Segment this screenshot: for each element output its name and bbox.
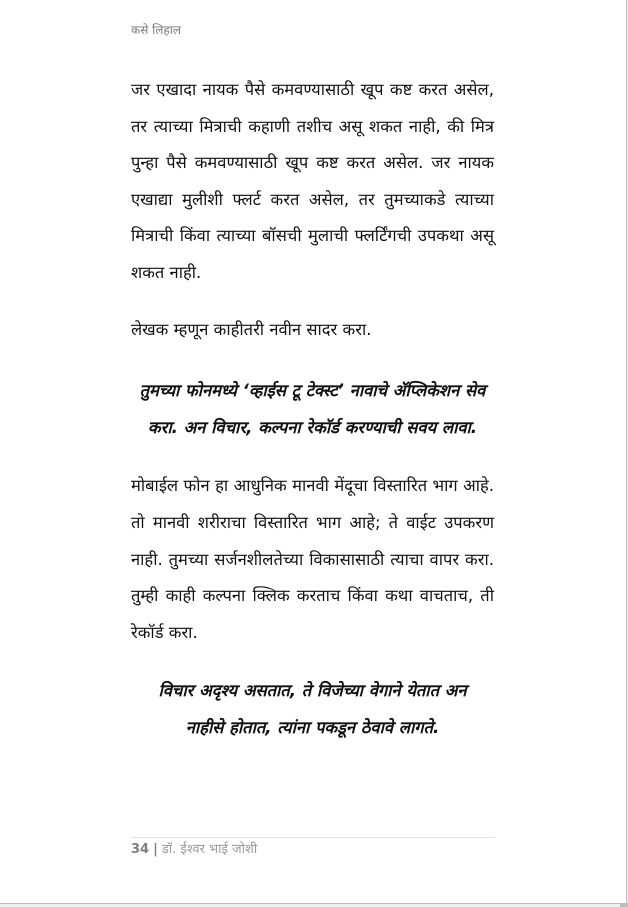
paragraph-new-idea: लेखक म्हणून काहीतरी नवीन सादर करा. <box>131 319 372 339</box>
running-header: कसे लिहाल <box>131 23 182 37</box>
page-content <box>131 72 494 769</box>
footer-separator: | <box>153 842 158 857</box>
footer-divider <box>131 837 495 838</box>
footer-author: डॉ. ईश्वर भाई जोशी <box>161 842 258 857</box>
page-shadow-corner <box>620 903 628 907</box>
page-footer <box>131 841 257 859</box>
paragraph-mobile-phone: मोबाईल फोन हा आधुनिक मानवी मेंदूचा विस्तारित भाग आहे. तो मानवी शरीराचा विस्तारित भाग आहे; ते वाईट उपकरण नाही. तुमच्या सर्जनशीलतेच्या विकासासाठी त्याचा वापर करा. तुम्ही काही कल्पना क्लिक करताच किंवा कथा वाचताच, ती रेकॉर्ड करा. <box>131 476 494 642</box>
highlight-quote-thoughts: विचार अदृश्य असतात, ते विजेच्या वेगाने येतात अन नाहीसे होतात, त्यांना पकडून ठेवावे लागते. <box>158 681 467 737</box>
page-number: 34 <box>131 842 150 857</box>
paragraph-hero-friend: जर एखादा नायक पैसे कमवण्यासाठी खूप कष्ट करत असेल, तर त्याच्या मित्राची कहाणी तशीच असू शकत नाही, की मित्र पुन्हा पैसे कमवण्यासाठी खूप कष्ट करत असेल. जर नायक एखाद्या मुलीशी फ्लर्ट करत असेल, तर तुमच्याकडे त्याच्या मित्राची किंवा त्याच्या बॉसची मुलाची फ्लर्टिंगची उपकथा असू शकत नाही. <box>131 80 494 282</box>
highlight-quote-voice-to-text: तुमच्या फोनमध्ये ‘व्हाईस टू टेक्स्ट’ नावाचे ॲप्लिकेशन सेव करा. अन विचार, कल्पना रेकॉर्ड करण्याची सवय लावा. <box>139 381 486 437</box>
